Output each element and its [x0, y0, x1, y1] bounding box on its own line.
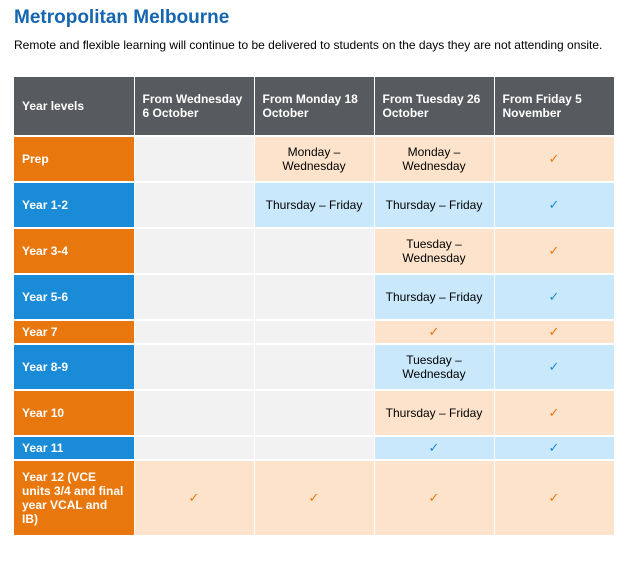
- table-row: [14, 274, 614, 320]
- table-cell: [254, 274, 374, 320]
- schedule-table: [14, 77, 615, 537]
- intro-text: Remote and flexible learning will continue to be delivered to students on the days they are not attending onsite.: [14, 38, 603, 52]
- table-cell: [134, 390, 254, 436]
- year-level-label: Year 7: [14, 320, 134, 344]
- table-row: [14, 182, 614, 228]
- year-level-label: Year 3-4: [14, 228, 134, 274]
- check-icon: ✓: [428, 440, 440, 455]
- table-cell: Monday – Wednesday: [374, 136, 494, 182]
- table-cell: Thursday – Friday: [374, 274, 494, 320]
- table-cell: [254, 320, 374, 344]
- year-level-label: Year 12 (VCE units 3/4 and final year VCAL and IB): [14, 460, 134, 536]
- table-row: [14, 320, 614, 344]
- table-cell: [134, 182, 254, 228]
- check-icon: ✓: [548, 490, 560, 505]
- table-cell: [254, 436, 374, 460]
- table-cell: Monday – Wednesday: [254, 136, 374, 182]
- table-row: [14, 436, 614, 460]
- table-row: [14, 344, 614, 390]
- page-title: Metropolitan Melbourne: [14, 7, 230, 28]
- table-cell: Tuesday – Wednesday: [374, 228, 494, 274]
- check-icon: ✓: [428, 490, 440, 505]
- check-icon: ✓: [308, 490, 320, 505]
- table-row: [14, 228, 614, 274]
- header-from-18-october: From Monday 18 October: [254, 77, 374, 136]
- table-cell: Thursday – Friday: [254, 182, 374, 228]
- table-cell: [254, 390, 374, 436]
- check-icon: ✓: [548, 359, 560, 374]
- check-icon: ✓: [548, 243, 560, 258]
- header-from-26-october: From Tuesday 26 October: [374, 77, 494, 136]
- check-icon: ✓: [548, 405, 560, 420]
- table-cell: [254, 344, 374, 390]
- table-row: [14, 460, 614, 536]
- table-row: [14, 136, 614, 182]
- year-level-label: Year 11: [14, 436, 134, 460]
- table-cell: [254, 228, 374, 274]
- year-level-label: Prep: [14, 136, 134, 182]
- check-icon: ✓: [548, 440, 560, 455]
- table-cell: [134, 136, 254, 182]
- table-cell: Tuesday – Wednesday: [374, 344, 494, 390]
- check-icon: ✓: [548, 289, 560, 304]
- year-level-label: Year 5-6: [14, 274, 134, 320]
- header-from-6-october: From Wednesday 6 October: [134, 77, 254, 136]
- year-level-label: Year 10: [14, 390, 134, 436]
- check-icon: ✓: [548, 197, 560, 212]
- table-cell: [134, 228, 254, 274]
- year-level-label: Year 8-9: [14, 344, 134, 390]
- header-row: [14, 77, 614, 136]
- header-from-5-november: From Friday 5 November: [494, 77, 614, 136]
- table-cell: Thursday – Friday: [374, 390, 494, 436]
- table-cell: Thursday – Friday: [374, 182, 494, 228]
- table-cell: [134, 274, 254, 320]
- check-icon: ✓: [548, 151, 560, 166]
- check-icon: ✓: [548, 324, 560, 339]
- table-cell: [134, 344, 254, 390]
- table-cell: [134, 436, 254, 460]
- check-icon: ✓: [188, 490, 200, 505]
- check-icon: ✓: [428, 324, 440, 339]
- table-row: [14, 390, 614, 436]
- header-year-levels: Year levels: [14, 77, 134, 136]
- year-level-label: Year 1-2: [14, 182, 134, 228]
- table-cell: [134, 320, 254, 344]
